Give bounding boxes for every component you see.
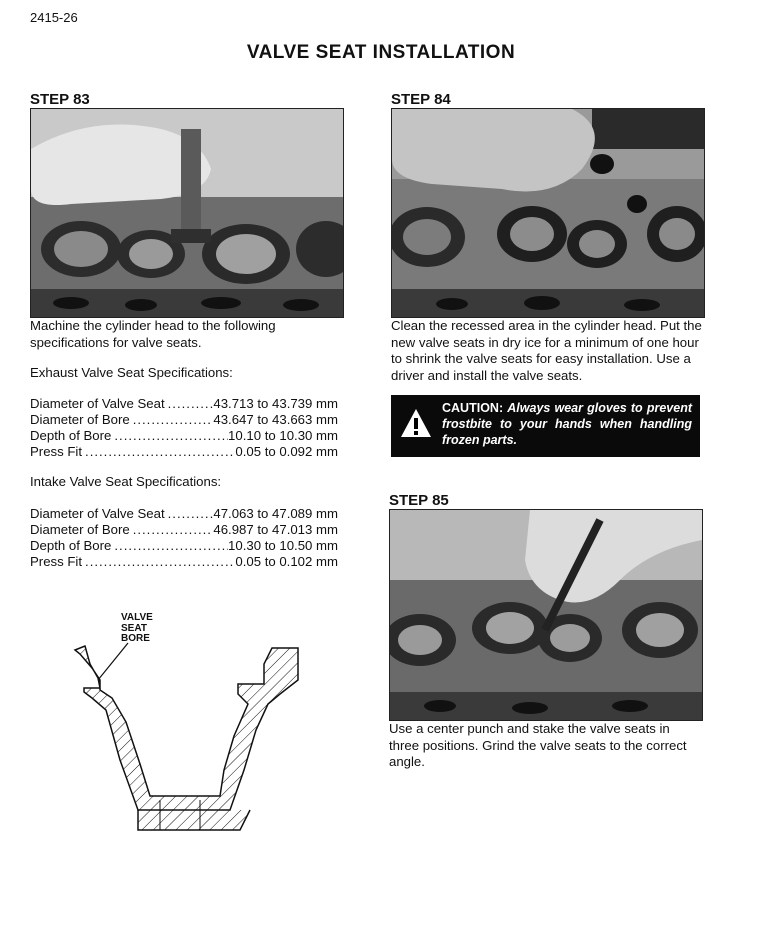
step-85-heading: STEP 85 — [389, 492, 449, 509]
spec-label: Diameter of Bore — [30, 522, 130, 537]
step-85-text: Use a center punch and stake the valve seats in three positions. Grind the valve seats to the correct angle. — [389, 721, 687, 769]
spec-value: 10.30 to 10.50 mm — [228, 538, 338, 553]
step-84-photo — [391, 108, 705, 318]
spec-value: 43.647 to 43.663 mm — [213, 412, 338, 427]
step-85-photo — [389, 509, 703, 721]
page-number: 2415-26 — [30, 10, 78, 25]
spec-label: Depth of Bore — [30, 428, 112, 443]
spec-value: 0.05 to 0.102 mm — [235, 554, 338, 569]
spec-value: 43.713 to 43.739 mm — [213, 396, 338, 411]
step-83-text: Machine the cylinder head to the following specifications for valve seats. — [30, 318, 276, 350]
spec-row — [30, 522, 338, 538]
spec-row — [30, 396, 338, 412]
spec-row — [30, 444, 338, 460]
step-83-photo — [30, 108, 344, 318]
spec-row — [30, 538, 338, 554]
warning-triangle-icon — [399, 407, 433, 439]
spec-row — [30, 554, 338, 570]
cross-section-hatched-wall — [75, 646, 298, 810]
label-line: SEAT — [121, 622, 147, 634]
spec-value: 46.987 to 47.013 mm — [213, 522, 338, 537]
caution-text — [442, 400, 692, 448]
exhaust-spec-table — [30, 396, 338, 460]
caution-message: Always wear gloves to prevent frostbite to your hands when handling frozen parts. — [442, 401, 692, 447]
spec-label: Depth of Bore — [30, 538, 112, 553]
intake-spec-heading: Intake Valve Seat Specifications: — [30, 474, 222, 489]
spec-label: Press Fit — [30, 444, 83, 459]
spec-value: 10.10 to 10.30 mm — [228, 428, 338, 443]
spec-label: Diameter of Valve Seat — [30, 396, 165, 411]
valve-seat-cross-section-diagram — [60, 640, 310, 840]
caution-box — [391, 395, 700, 457]
exhaust-spec-heading: Exhaust Valve Seat Specifications: — [30, 365, 233, 380]
spec-value: 0.05 to 0.092 mm — [235, 444, 338, 459]
spec-value: 47.063 to 47.089 mm — [213, 506, 338, 521]
step-84-heading: STEP 84 — [391, 91, 451, 108]
caution-label: CAUTION: — [442, 401, 504, 415]
step-84-text: Clean the recessed area in the cylinder head. Put the new valve seats in dry ice for a minimum of one hour to shrink the valve seats for easy installation. Use a driver and install the valve seats. — [391, 318, 702, 383]
spec-label: Diameter of Bore — [30, 412, 130, 427]
spec-row — [30, 506, 338, 522]
intake-spec-table — [30, 506, 338, 570]
label-line: VALVE — [121, 612, 153, 623]
spec-row — [30, 428, 338, 444]
page-title: VALVE SEAT INSTALLATION — [246, 42, 516, 63]
spec-row — [30, 412, 338, 428]
spec-label: Press Fit — [30, 554, 83, 569]
label-line: BORE — [121, 633, 150, 644]
step-83-heading: STEP 83 — [30, 91, 90, 108]
spec-label: Diameter of Valve Seat — [30, 506, 165, 521]
